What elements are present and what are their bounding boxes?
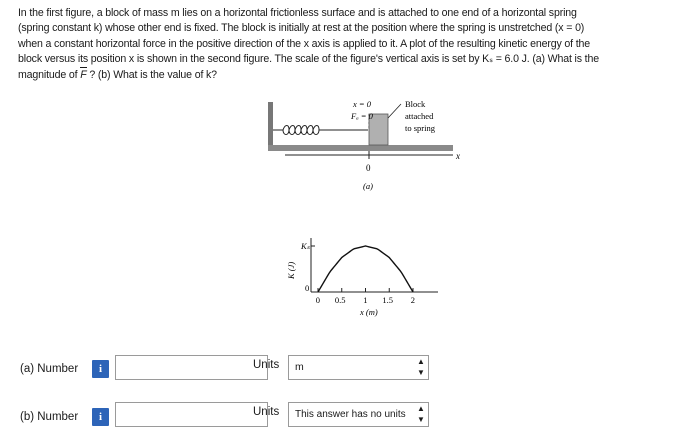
problem-statement (18, 6, 693, 83)
plot-origin: 0 (305, 283, 310, 293)
answer-b-input[interactable] (115, 402, 268, 427)
force-vector-symbol: F (80, 68, 87, 81)
block-label-3: to spring (405, 123, 435, 133)
floor-surface (268, 145, 453, 151)
answer-b-units-value: This answer has no units (295, 409, 406, 420)
spring (273, 126, 368, 135)
problem-line-1: In the first figure, a block of mass m lies on a horizontal frictionless surface and is attached to one end of a horizontal spring (18, 7, 577, 19)
answer-a-label: (a) Number (20, 363, 79, 375)
plot-x-tick-label: 0.5 (334, 295, 346, 305)
answer-b-info-button[interactable]: i (92, 408, 109, 426)
axis-x-label: x (456, 151, 460, 161)
select-arrows-icon: ▲ ▼ (417, 357, 425, 377)
figure-b-plot (278, 232, 468, 327)
answer-a-units-label: Units (253, 359, 280, 371)
plot-x-tick-label: 2 (410, 295, 415, 305)
problem-line-5-post: ? (b) What is the value of k? (86, 68, 217, 81)
answer-b-units-select[interactable] (288, 402, 429, 427)
answer-a-input[interactable] (115, 355, 268, 380)
problem-line-5-pre: magnitude of (18, 68, 81, 81)
problem-line-5 (18, 68, 693, 83)
answer-a-units-value: m (295, 361, 304, 373)
plot-x-tick-label: 1.5 (382, 295, 393, 305)
block-label-pointer (388, 104, 401, 118)
plot-ylabel: K (J) (286, 261, 296, 279)
answer-a-units-select[interactable] (288, 355, 429, 380)
answer-b-units-label: Units (253, 406, 280, 418)
figure-a-diagram (255, 92, 480, 197)
label-f0: Fₐ = 0 (351, 111, 373, 121)
kinetic-energy-curve (318, 246, 413, 292)
problem-line-2: (spring constant k) whose other end is fixed. The block is initially at rest at the position where the spring is unstretched (x = 0) (18, 22, 585, 35)
wall (268, 102, 273, 149)
select-arrows-icon: ▲ ▼ (417, 404, 425, 424)
plot-x-tick-label: 0 (315, 295, 320, 305)
plot-y-tick-ks: Kₛ (301, 241, 310, 251)
problem-line-3: when a constant horizontal force in the positive direction of the x axis is applied to it. A plot of the resulting kinetic energy of the (18, 37, 591, 50)
plot-x-tick-label: 1 (363, 295, 368, 305)
origin-label: 0 (366, 163, 371, 173)
plot-xlabel: x (m) (360, 307, 378, 317)
answer-b-label: (b) Number (20, 411, 79, 423)
answer-a-info-button[interactable]: i (92, 360, 109, 378)
block-label-2: attached (405, 111, 434, 121)
figure-a-caption: (a) (363, 181, 373, 191)
block-label-1: Block (405, 99, 426, 109)
problem-line-4: block versus its position x is shown in the second figure. The scale of the figure's vertical axis is set by Kₛ = 6.0 J. (a) What is the (18, 53, 599, 66)
label-x0: x = 0 (353, 99, 372, 109)
